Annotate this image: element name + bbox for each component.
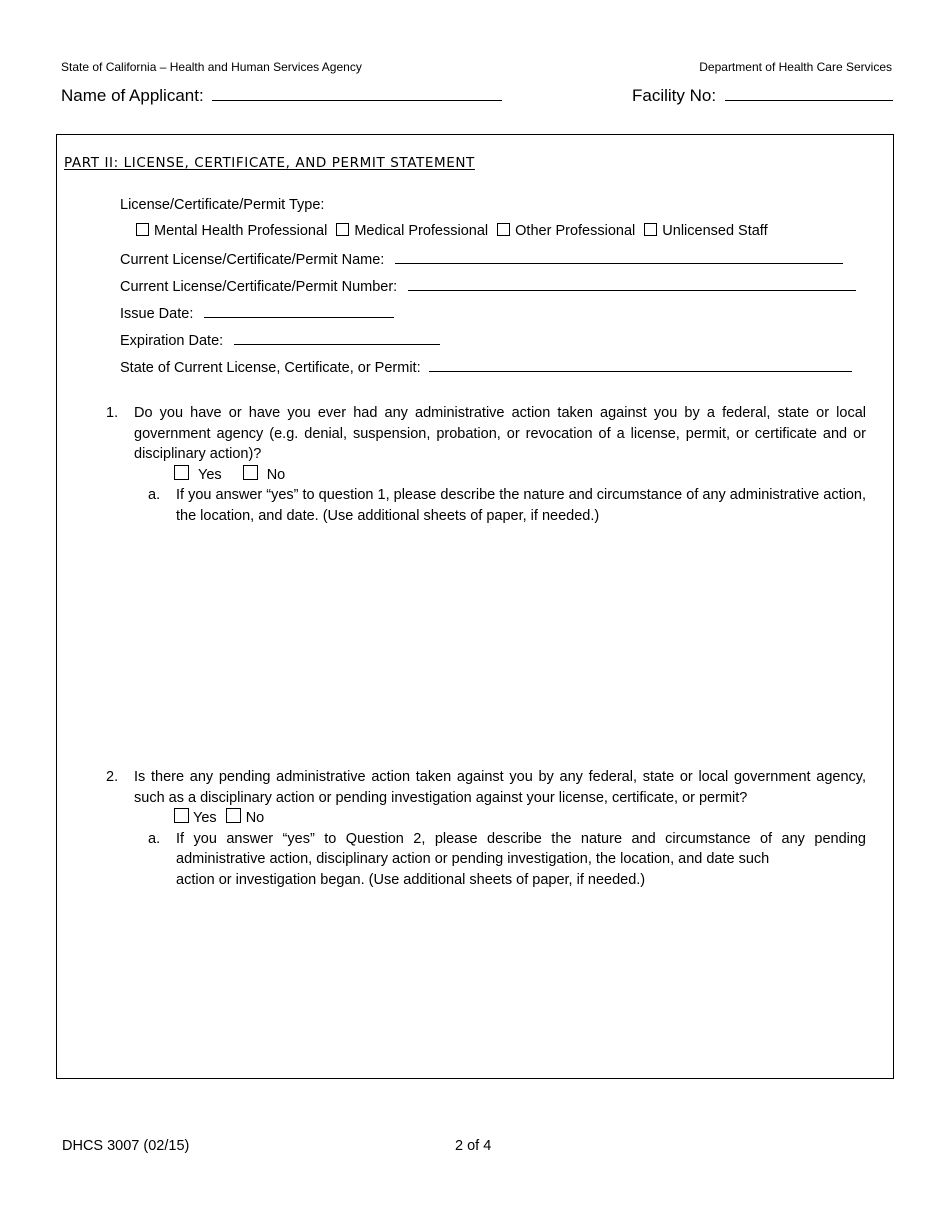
agency-name: State of California – Health and Human Services Agency xyxy=(61,60,362,74)
issue-date-field[interactable] xyxy=(204,302,394,318)
facility-number-field[interactable] xyxy=(725,85,893,101)
unlicensed-staff-label: Unlicensed Staff xyxy=(662,223,768,239)
mental-health-label: Mental Health Professional xyxy=(154,223,328,239)
license-number-label: Current License/Certificate/Permit Number: xyxy=(120,279,398,295)
part-title: PART II: LICENSE, CERTIFICATE, AND PERMIT STATEMENT xyxy=(64,155,475,171)
question-2-no-checkbox[interactable] xyxy=(226,808,241,823)
issue-date-label: Issue Date: xyxy=(120,306,194,322)
question-2-no-label: No xyxy=(245,810,265,826)
question-1-no-label: No xyxy=(266,467,286,483)
question-2a-text-line1: If you answer “yes” to Question 2, please describe the nature and circumstance of any pending xyxy=(176,831,866,847)
facility-number-label: Facility No: xyxy=(632,86,717,105)
medical-professional-checkbox[interactable] xyxy=(336,223,349,236)
license-state-label: State of Current License, Certificate, or Permit: xyxy=(120,360,421,376)
question-1-text: Do you have or have you ever had any administrative action taken against you by a federal, state or local government agency (e.g. denial, suspension, probation, or revocation of a license, permit, or certificate and or disciplinary action)? xyxy=(134,405,866,462)
issue-date-row xyxy=(120,302,394,325)
license-name-field[interactable] xyxy=(395,248,843,264)
medical-professional-label: Medical Professional xyxy=(354,223,489,239)
expiration-date-field[interactable] xyxy=(234,329,440,345)
question-2-number: 2. xyxy=(106,769,119,785)
question-2-text: Is there any pending administrative action taken against you by any federal, state or local government agency, such as a disciplinary action or pending investigation against your license, certificate, or permit? xyxy=(134,769,866,806)
license-type-options xyxy=(136,221,773,242)
question-1-number: 1. xyxy=(106,405,119,421)
expiration-date-row xyxy=(120,329,440,352)
question-1-no-checkbox[interactable] xyxy=(243,465,258,480)
other-professional-label: Other Professional xyxy=(515,223,636,239)
applicant-name-field[interactable] xyxy=(212,85,502,101)
question-2-response-area[interactable] xyxy=(176,900,866,1070)
question-2-answers xyxy=(174,808,269,829)
unlicensed-staff-checkbox[interactable] xyxy=(644,223,657,236)
applicant-name-row xyxy=(61,85,502,106)
question-1-answers xyxy=(174,465,290,486)
license-state-row xyxy=(120,356,852,379)
question-2-yes-checkbox[interactable] xyxy=(174,808,189,823)
question-1-response-area[interactable] xyxy=(176,530,866,755)
department-name: Department of Health Care Services xyxy=(699,60,892,74)
question-2a-text-line3: action or investigation began. (Use additional sheets of paper, if needed.) xyxy=(176,872,646,888)
question-2a-text-line2: administrative action, disciplinary action or pending investigation, the location, and date such xyxy=(176,851,770,867)
form-id: DHCS 3007 (02/15) xyxy=(62,1138,190,1154)
facility-number-row xyxy=(632,85,893,106)
question-1a-letter: a. xyxy=(148,487,161,503)
license-number-field[interactable] xyxy=(408,275,856,291)
question-2a-letter: a. xyxy=(148,831,161,847)
expiration-date-label: Expiration Date: xyxy=(120,333,224,349)
question-2-yes-label: Yes xyxy=(193,810,217,826)
license-number-row xyxy=(120,275,856,298)
mental-health-checkbox[interactable] xyxy=(136,223,149,236)
license-type-label: License/Certificate/Permit Type: xyxy=(120,197,325,213)
license-name-row xyxy=(120,248,843,271)
license-state-field[interactable] xyxy=(429,356,852,372)
other-professional-checkbox[interactable] xyxy=(497,223,510,236)
question-1a-text: If you answer “yes” to question 1, please describe the nature and circumstance of any administrative action, the location, and date. (Use additional sheets of paper, if needed.) xyxy=(176,487,866,524)
license-name-label: Current License/Certificate/Permit Name: xyxy=(120,252,385,268)
applicant-name-label: Name of Applicant: xyxy=(61,86,204,105)
page-number: 2 of 4 xyxy=(455,1138,492,1154)
question-1-yes-checkbox[interactable] xyxy=(174,465,189,480)
question-1-yes-label: Yes xyxy=(198,467,222,483)
